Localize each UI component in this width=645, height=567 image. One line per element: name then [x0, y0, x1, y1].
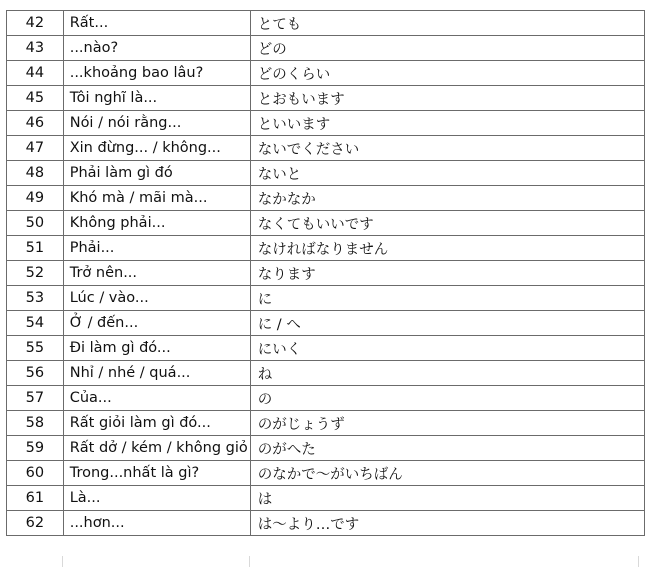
vietnamese-cell[interactable]: Rất dở / kém / không giỏ: [63, 436, 250, 461]
japanese-cell[interactable]: に: [250, 286, 644, 311]
table-row: [7, 286, 645, 311]
table-row: [7, 311, 645, 336]
vietnamese-cell[interactable]: Không phải...: [63, 211, 250, 236]
grid-line: [638, 556, 639, 567]
vocab-table: [6, 10, 645, 536]
table-row: [7, 86, 645, 111]
table-row: [7, 261, 645, 286]
table-row: [7, 136, 645, 161]
row-number-cell[interactable]: 52: [7, 261, 64, 286]
row-number-cell[interactable]: 46: [7, 111, 64, 136]
row-number-cell[interactable]: 53: [7, 286, 64, 311]
vietnamese-cell[interactable]: Của...: [63, 386, 250, 411]
row-number-cell[interactable]: 60: [7, 461, 64, 486]
grid-line: [249, 556, 250, 567]
japanese-cell[interactable]: なかなか: [250, 186, 644, 211]
vietnamese-cell[interactable]: Phải...: [63, 236, 250, 261]
japanese-cell[interactable]: とおもいます: [250, 86, 644, 111]
vietnamese-cell[interactable]: Xin đừng... / không...: [63, 136, 250, 161]
vietnamese-cell[interactable]: ...nào?: [63, 36, 250, 61]
row-number-cell[interactable]: 59: [7, 436, 64, 461]
table-row: [7, 186, 645, 211]
vietnamese-cell[interactable]: Nói / nói rằng...: [63, 111, 250, 136]
row-number-cell[interactable]: 54: [7, 311, 64, 336]
row-number-cell[interactable]: 45: [7, 86, 64, 111]
vietnamese-cell[interactable]: ...khoảng bao lâu?: [63, 61, 250, 86]
vietnamese-cell[interactable]: Khó mà / mãi mà...: [63, 186, 250, 211]
vietnamese-cell[interactable]: Tôi nghĩ là...: [63, 86, 250, 111]
table-row: [7, 36, 645, 61]
japanese-cell[interactable]: のがじょうず: [250, 411, 644, 436]
table-row: [7, 11, 645, 36]
row-number-cell[interactable]: 47: [7, 136, 64, 161]
row-number-cell[interactable]: 61: [7, 486, 64, 511]
japanese-cell[interactable]: ね: [250, 361, 644, 386]
japanese-cell[interactable]: は〜より…です: [250, 511, 644, 536]
japanese-cell[interactable]: ないと: [250, 161, 644, 186]
table-row: [7, 486, 645, 511]
japanese-cell[interactable]: なくてもいいです: [250, 211, 644, 236]
japanese-cell[interactable]: のがへた: [250, 436, 644, 461]
japanese-cell[interactable]: ないでください: [250, 136, 644, 161]
table-row: [7, 511, 645, 536]
vietnamese-cell[interactable]: Nhỉ / nhé / quá...: [63, 361, 250, 386]
japanese-cell[interactable]: どのくらい: [250, 61, 644, 86]
japanese-cell[interactable]: なければなりません: [250, 236, 644, 261]
vietnamese-cell[interactable]: Phải làm gì đó: [63, 161, 250, 186]
vietnamese-cell[interactable]: Ở / đến...: [63, 311, 250, 336]
japanese-cell[interactable]: とても: [250, 11, 644, 36]
table-row: [7, 161, 645, 186]
table-row: [7, 236, 645, 261]
row-number-cell[interactable]: 58: [7, 411, 64, 436]
japanese-cell[interactable]: なります: [250, 261, 644, 286]
row-number-cell[interactable]: 57: [7, 386, 64, 411]
vietnamese-cell[interactable]: Là...: [63, 486, 250, 511]
japanese-cell[interactable]: にいく: [250, 336, 644, 361]
japanese-cell[interactable]: といいます: [250, 111, 644, 136]
row-number-cell[interactable]: 42: [7, 11, 64, 36]
row-number-cell[interactable]: 49: [7, 186, 64, 211]
table-row: [7, 61, 645, 86]
table-row: [7, 211, 645, 236]
japanese-cell[interactable]: のなかで〜がいちばん: [250, 461, 644, 486]
row-number-cell[interactable]: 56: [7, 361, 64, 386]
table-row: [7, 336, 645, 361]
row-number-cell[interactable]: 44: [7, 61, 64, 86]
vietnamese-cell[interactable]: Lúc / vào...: [63, 286, 250, 311]
vietnamese-cell[interactable]: Rất giỏi làm gì đó...: [63, 411, 250, 436]
vietnamese-cell[interactable]: ...hơn...: [63, 511, 250, 536]
vietnamese-cell[interactable]: Trở nên...: [63, 261, 250, 286]
row-number-cell[interactable]: 48: [7, 161, 64, 186]
table-row: [7, 461, 645, 486]
row-number-cell[interactable]: 50: [7, 211, 64, 236]
vietnamese-cell[interactable]: Trong...nhất là gì?: [63, 461, 250, 486]
grid-line: [62, 556, 63, 567]
table-row: [7, 411, 645, 436]
japanese-cell[interactable]: どの: [250, 36, 644, 61]
table-row: [7, 386, 645, 411]
vietnamese-cell[interactable]: Đi làm gì đó...: [63, 336, 250, 361]
vietnamese-cell[interactable]: Rất...: [63, 11, 250, 36]
row-number-cell[interactable]: 55: [7, 336, 64, 361]
row-number-cell[interactable]: 43: [7, 36, 64, 61]
japanese-cell[interactable]: の: [250, 386, 644, 411]
vocab-table-body: [7, 11, 645, 536]
japanese-cell[interactable]: に / へ: [250, 311, 644, 336]
table-row: [7, 111, 645, 136]
table-row: [7, 436, 645, 461]
row-number-cell[interactable]: 62: [7, 511, 64, 536]
japanese-cell[interactable]: は: [250, 486, 644, 511]
row-number-cell[interactable]: 51: [7, 236, 64, 261]
table-row: [7, 361, 645, 386]
